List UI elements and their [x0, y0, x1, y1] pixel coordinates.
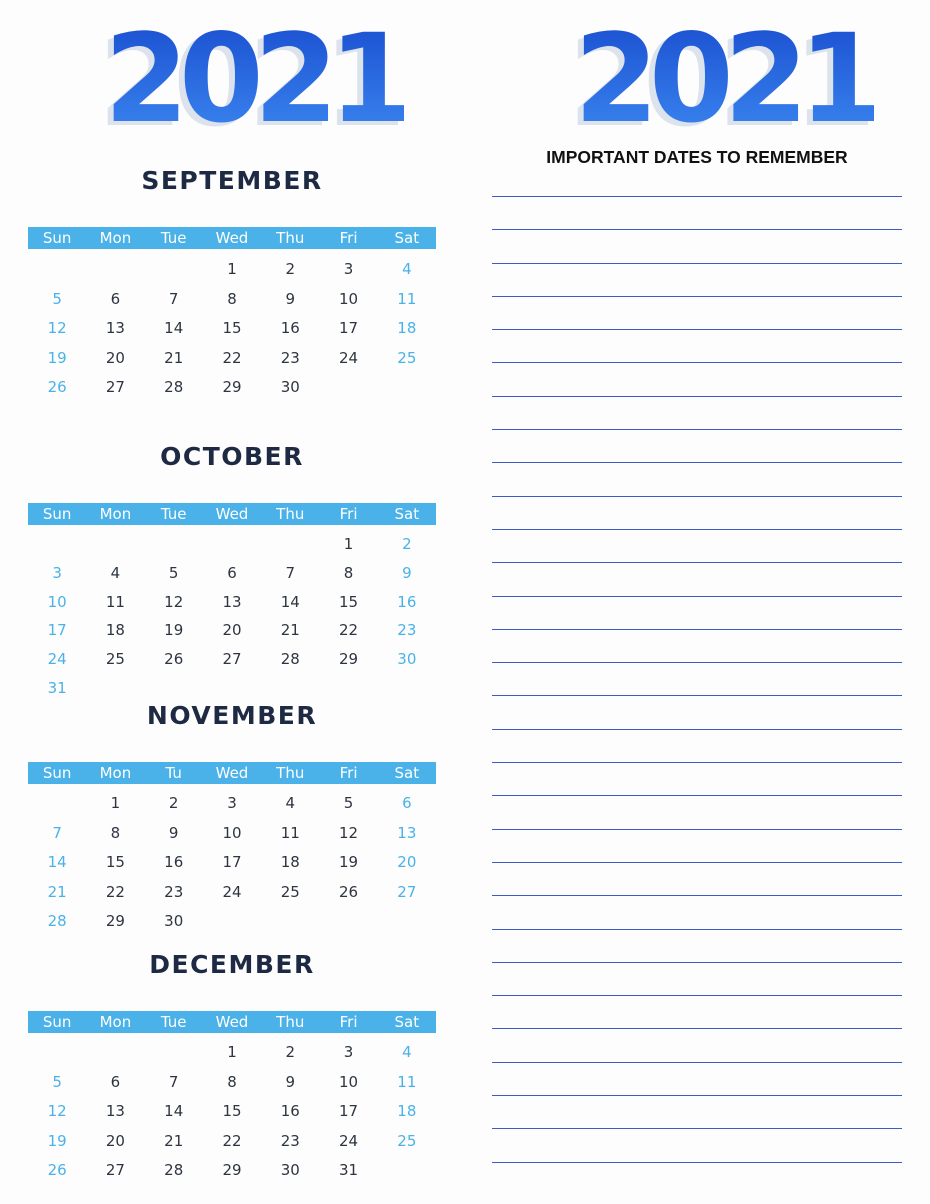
- day-cell: 13: [397, 823, 417, 842]
- day-cell: 9: [168, 823, 179, 842]
- day-cell: 9: [402, 563, 412, 582]
- note-line: [492, 895, 902, 896]
- day-cell: 24: [339, 1131, 359, 1150]
- weekday-header-september: [28, 227, 436, 249]
- day-cell: 25: [397, 1131, 417, 1150]
- day-cell: 28: [280, 650, 300, 669]
- day-cell: 4: [110, 563, 121, 582]
- day-cell: 11: [105, 592, 125, 611]
- weekday-label: Sun: [42, 505, 72, 523]
- important-dates-title: IMPORTANT DATES TO REMEMBER: [546, 147, 848, 167]
- day-cell: 15: [222, 319, 242, 337]
- day-cell: 13: [105, 319, 125, 337]
- day-cell: 30: [280, 1161, 300, 1179]
- day-cell: 15: [222, 1102, 242, 1120]
- day-cell: 21: [47, 882, 67, 901]
- day-cell: 3: [227, 794, 237, 812]
- day-cell: 17: [339, 1102, 359, 1120]
- note-line: [492, 929, 902, 930]
- note-line: [492, 229, 902, 230]
- year-heading-right: 2021: [574, 8, 874, 150]
- day-cell: 2: [285, 1043, 296, 1061]
- day-cell: 16: [397, 592, 417, 611]
- empty-day-cell: [28, 794, 86, 824]
- day-grid-october: [28, 535, 436, 708]
- empty-day-cell: [145, 1043, 203, 1073]
- month-title-december: DECEMBER: [149, 950, 315, 979]
- day-cell: 17: [339, 319, 359, 337]
- day-cell: 17: [222, 853, 242, 871]
- weekday-label: Mon: [99, 1013, 132, 1031]
- empty-day-cell: [28, 535, 86, 564]
- day-cell: 10: [47, 592, 67, 611]
- weekday-header-november: [28, 762, 436, 784]
- day-cell: 20: [222, 621, 242, 640]
- weekday-label: Mon: [99, 764, 132, 782]
- weekday-label: Thu: [276, 229, 305, 247]
- weekday-label: Sun: [42, 764, 72, 782]
- day-cell: 3: [343, 260, 354, 278]
- day-cell: 5: [168, 563, 179, 582]
- month-title-november: NOVEMBER: [146, 701, 318, 730]
- day-cell: 10: [339, 1072, 359, 1091]
- empty-day-cell: [28, 260, 86, 290]
- day-cell: 27: [105, 378, 125, 396]
- day-cell: 11: [397, 289, 417, 308]
- weekday-label: Sat: [394, 1013, 420, 1031]
- day-cell: 12: [164, 592, 184, 611]
- note-line: [492, 1095, 902, 1096]
- weekday-label: Sat: [394, 229, 420, 247]
- day-cell: 31: [47, 678, 67, 697]
- empty-day-cell: [86, 535, 144, 564]
- weekday-label: Sat: [394, 764, 420, 782]
- day-cell: 14: [47, 853, 67, 871]
- day-cell: 18: [105, 621, 125, 640]
- day-cell: 1: [110, 794, 121, 812]
- weekday-label: Tue: [160, 1013, 187, 1031]
- empty-day-cell: [28, 1043, 86, 1073]
- month-title-october: OCTOBER: [160, 442, 304, 471]
- weekday-label: Sun: [42, 1013, 72, 1031]
- day-cell: 26: [339, 882, 359, 901]
- day-cell: 19: [47, 1131, 67, 1150]
- note-line: [492, 196, 902, 197]
- day-cell: 10: [222, 823, 242, 842]
- day-cell: 28: [164, 378, 184, 396]
- weekday-label: Sun: [42, 229, 72, 247]
- day-cell: 1: [227, 1043, 237, 1061]
- day-cell: 27: [222, 650, 242, 669]
- empty-day-cell: [86, 1043, 144, 1073]
- note-line: [492, 862, 902, 863]
- day-cell: 18: [280, 853, 300, 871]
- weekday-label: Wed: [215, 505, 249, 523]
- day-cell: 4: [402, 260, 412, 278]
- empty-day-cell: [261, 535, 319, 564]
- day-cell: 2: [168, 794, 179, 812]
- day-cell: 7: [285, 563, 296, 582]
- note-line: [492, 296, 902, 297]
- day-cell: 30: [280, 378, 300, 396]
- note-line: [492, 795, 902, 796]
- day-cell: 27: [397, 882, 417, 901]
- day-cell: 12: [47, 319, 67, 337]
- day-cell: 9: [285, 289, 296, 308]
- day-cell: 16: [164, 853, 184, 871]
- weekday-label: Thu: [276, 505, 305, 523]
- day-grid-september: [28, 260, 436, 408]
- note-line: [492, 496, 902, 497]
- weekday-label: Tue: [160, 505, 187, 523]
- weekday-label: Fri: [339, 229, 358, 247]
- weekday-label: Fri: [339, 505, 358, 523]
- weekday-label: Wed: [215, 229, 249, 247]
- day-cell: 7: [168, 289, 179, 308]
- day-cell: 22: [105, 882, 125, 901]
- day-cell: 21: [164, 348, 184, 367]
- note-line: [492, 1062, 902, 1063]
- note-line: [492, 829, 902, 830]
- note-line: [492, 596, 902, 597]
- day-cell: 12: [339, 823, 359, 842]
- day-cell: 23: [280, 348, 300, 367]
- weekday-label: Tue: [160, 229, 187, 247]
- note-line: [492, 729, 902, 730]
- notes-lines: [492, 196, 902, 1195]
- day-cell: 22: [222, 1131, 242, 1150]
- day-cell: 7: [168, 1072, 179, 1091]
- empty-day-cell: [145, 535, 203, 564]
- day-cell: 14: [164, 319, 184, 337]
- day-cell: 3: [343, 1043, 354, 1061]
- day-cell: 25: [397, 348, 417, 367]
- day-cell: 19: [164, 621, 184, 640]
- day-cell: 25: [105, 650, 125, 669]
- month-title-september: SEPTEMBER: [141, 166, 323, 195]
- day-cell: 8: [227, 1072, 237, 1091]
- day-cell: 24: [47, 650, 67, 669]
- year-heading-left: 2021: [104, 8, 404, 150]
- day-cell: 21: [280, 621, 300, 640]
- weekday-label: Tu: [165, 764, 182, 782]
- day-cell: 29: [222, 1161, 242, 1179]
- day-cell: 13: [222, 592, 242, 611]
- day-cell: 1: [343, 535, 354, 553]
- day-cell: 16: [280, 319, 300, 337]
- day-cell: 24: [339, 348, 359, 367]
- day-cell: 6: [110, 1072, 121, 1091]
- day-cell: 13: [105, 1102, 125, 1120]
- weekday-label: Thu: [276, 764, 305, 782]
- day-cell: 30: [164, 912, 184, 930]
- weekday-label: Thu: [276, 1013, 305, 1031]
- weekday-label: Fri: [339, 1013, 358, 1031]
- day-cell: 28: [164, 1161, 184, 1179]
- weekday-label: Mon: [99, 505, 132, 523]
- note-line: [492, 263, 902, 264]
- day-cell: 23: [280, 1131, 300, 1150]
- day-cell: 19: [339, 853, 359, 871]
- day-cell: 14: [164, 1102, 184, 1120]
- day-cell: 11: [280, 823, 300, 842]
- day-cell: 29: [105, 912, 125, 930]
- day-cell: 10: [339, 289, 359, 308]
- note-line: [492, 362, 902, 363]
- note-line: [492, 329, 902, 330]
- day-cell: 25: [280, 882, 300, 901]
- day-cell: 5: [343, 794, 354, 812]
- day-cell: 1: [227, 260, 237, 278]
- note-line: [492, 562, 902, 563]
- day-cell: 5: [52, 289, 62, 308]
- empty-day-cell: [86, 260, 144, 290]
- weekday-header-december: [28, 1011, 436, 1033]
- day-cell: 6: [110, 289, 121, 308]
- day-cell: 6: [402, 794, 412, 812]
- day-cell: 17: [47, 621, 67, 640]
- day-cell: 6: [227, 563, 237, 582]
- weekday-label: Wed: [215, 764, 249, 782]
- day-cell: 2: [402, 535, 412, 553]
- note-line: [492, 995, 902, 996]
- day-cell: 26: [164, 650, 184, 669]
- day-cell: 8: [343, 563, 354, 582]
- day-cell: 29: [339, 650, 359, 669]
- day-cell: 3: [52, 563, 62, 582]
- day-cell: 29: [222, 378, 242, 396]
- day-cell: 9: [285, 1072, 296, 1091]
- day-cell: 26: [47, 1161, 67, 1179]
- day-cell: 28: [47, 912, 67, 930]
- note-line: [492, 529, 902, 530]
- note-line: [492, 429, 902, 430]
- day-cell: 12: [47, 1102, 67, 1120]
- day-cell: 14: [280, 592, 300, 611]
- day-cell: 20: [105, 1131, 125, 1150]
- day-cell: 20: [397, 853, 417, 871]
- note-line: [492, 762, 902, 763]
- day-cell: 18: [397, 1102, 417, 1120]
- note-line: [492, 396, 902, 397]
- day-grid-november: [28, 794, 436, 942]
- note-line: [492, 1162, 902, 1163]
- note-line: [492, 1028, 902, 1029]
- weekday-label: Mon: [99, 229, 132, 247]
- empty-day-cell: [203, 535, 261, 564]
- day-cell: 4: [402, 1043, 412, 1061]
- day-cell: 7: [52, 823, 62, 842]
- day-cell: 23: [397, 621, 417, 640]
- note-line: [492, 1128, 902, 1129]
- note-line: [492, 629, 902, 630]
- day-cell: 11: [397, 1072, 417, 1091]
- note-line: [492, 695, 902, 696]
- weekday-label: Fri: [339, 764, 358, 782]
- day-cell: 4: [285, 794, 296, 812]
- day-cell: 15: [339, 592, 359, 611]
- weekday-header-october: [28, 503, 436, 525]
- day-cell: 22: [339, 621, 359, 640]
- weekday-label: Wed: [215, 1013, 249, 1031]
- day-cell: 15: [105, 853, 125, 871]
- day-cell: 19: [47, 348, 67, 367]
- day-cell: 2: [285, 260, 296, 278]
- day-cell: 22: [222, 348, 242, 367]
- day-cell: 30: [397, 650, 417, 669]
- day-cell: 24: [222, 882, 242, 901]
- day-cell: 8: [227, 289, 237, 308]
- note-line: [492, 962, 902, 963]
- day-cell: 16: [280, 1102, 300, 1120]
- day-cell: 18: [397, 319, 417, 337]
- weekday-label: Sat: [394, 505, 420, 523]
- day-cell: 27: [105, 1161, 125, 1179]
- day-cell: 20: [105, 348, 125, 367]
- day-cell: 21: [164, 1131, 184, 1150]
- note-line: [492, 462, 902, 463]
- note-line: [492, 662, 902, 663]
- day-cell: 23: [164, 882, 184, 901]
- day-cell: 8: [110, 823, 121, 842]
- empty-day-cell: [145, 260, 203, 290]
- day-grid-december: [28, 1043, 436, 1191]
- day-cell: 31: [339, 1161, 359, 1179]
- day-cell: 26: [47, 378, 67, 396]
- day-cell: 5: [52, 1072, 62, 1091]
